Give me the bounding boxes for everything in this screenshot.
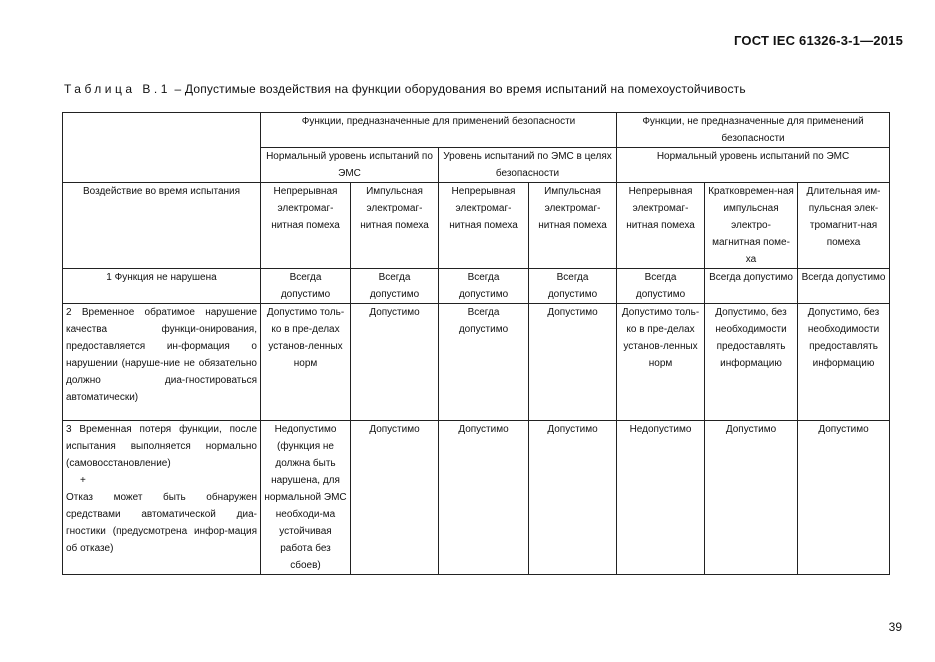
table-cell: Всегда допустимо — [439, 304, 529, 421]
table-cell: Допустимо — [351, 304, 439, 421]
header-group-non-safety: Функции, не предназначенные для применений безопасности — [617, 113, 890, 148]
table-cell: Допустимо — [529, 304, 617, 421]
header-col: Импульсная электромаг-нитная помеха — [529, 183, 617, 269]
header-row-label: Воздействие во время испытания — [63, 183, 261, 269]
header-col: Непрерывная электромаг-нитная помеха — [439, 183, 529, 269]
header-level-normal: Нормальный уровень испытаний по ЭМС — [261, 148, 439, 183]
header-col: Длительная им-пульсная элек-тромагнит-ная помеха — [798, 183, 890, 269]
table-row — [63, 421, 890, 575]
table-cell: Всегда допустимо — [439, 269, 529, 304]
header-level-safety: Уровень испытаний по ЭМС в целях безопасности — [439, 148, 617, 183]
header-col: Кратковремен-ная импульсная электро-магнитная поме-ха — [705, 183, 798, 269]
table-cell: Недопустимо (функция не должна быть нарушена, для нормальной ЭМС необходи-ма устойчивая работа без сбоев) — [261, 421, 351, 575]
header-col: Импульсная электромаг-нитная помеха — [351, 183, 439, 269]
row-label-plus: + — [80, 475, 86, 486]
table-cell: Допустимо — [439, 421, 529, 575]
table-cell: Всегда допустимо — [798, 269, 890, 304]
page-number: 39 — [888, 620, 902, 634]
table-cell: Всегда допустимо — [351, 269, 439, 304]
header-columns-row — [63, 183, 890, 269]
table-cell: Допустимо — [351, 421, 439, 575]
table-cell: Допустимо — [798, 421, 890, 575]
table-caption-text: – Допустимые воздействия на функции оборудования во время испытаний на помехоустойчивость — [174, 82, 746, 96]
header-level-normal-2: Нормальный уровень испытаний по ЭМС — [617, 148, 890, 183]
table-cell: Допустимо толь-ко в пре-делах установ-ленных норм — [617, 304, 705, 421]
row-label-part-b: Отказ может быть обнаружен средствами автоматической диа-гностики (предусмотрена инфор-мация об отказе) — [66, 492, 257, 554]
table-cell: Допустимо толь-ко в пре-делах установ-ленных норм — [261, 304, 351, 421]
effects-table — [62, 112, 890, 575]
row-label-part-a: 3 Временная потеря функции, после испытания выполняется нормально (самовосстановление) — [66, 424, 257, 469]
table-cell: Недопустимо — [617, 421, 705, 575]
table-cell: Всегда допустимо — [529, 269, 617, 304]
table-cell: Допустимо, без необходимости предоставлять информацию — [798, 304, 890, 421]
header-col: Непрерывная электромаг-нитная помеха — [617, 183, 705, 269]
table-caption-label: Таблица В.1 — [64, 82, 171, 96]
row-label — [63, 421, 261, 575]
table-row — [63, 269, 890, 304]
table-row — [63, 304, 890, 421]
table-cell: Всегда допустимо — [617, 269, 705, 304]
table-cell: Всегда допустимо — [705, 269, 798, 304]
table-cell: Допустимо — [529, 421, 617, 575]
table-cell: Всегда допустимо — [261, 269, 351, 304]
table-caption — [64, 82, 746, 96]
row-label: 1 Функция не нарушена — [63, 269, 261, 304]
document-code: ГОСТ IEC 61326-3-1—2015 — [734, 33, 903, 48]
header-col: Непрерывная электромаг-нитная помеха — [261, 183, 351, 269]
header-group-safety: Функции, предназначенные для применений безопасности — [261, 113, 617, 148]
header-empty-cell — [63, 113, 261, 183]
row-label: 2 Временное обратимое нарушение качества функци-онирования, предоставляется ин-формация о нарушении (наруше-ние не обязательно должно диа-гностироваться автоматически) — [63, 304, 261, 421]
table-cell: Допустимо, без необходимости предоставлять информацию — [705, 304, 798, 421]
table-cell: Допустимо — [705, 421, 798, 575]
